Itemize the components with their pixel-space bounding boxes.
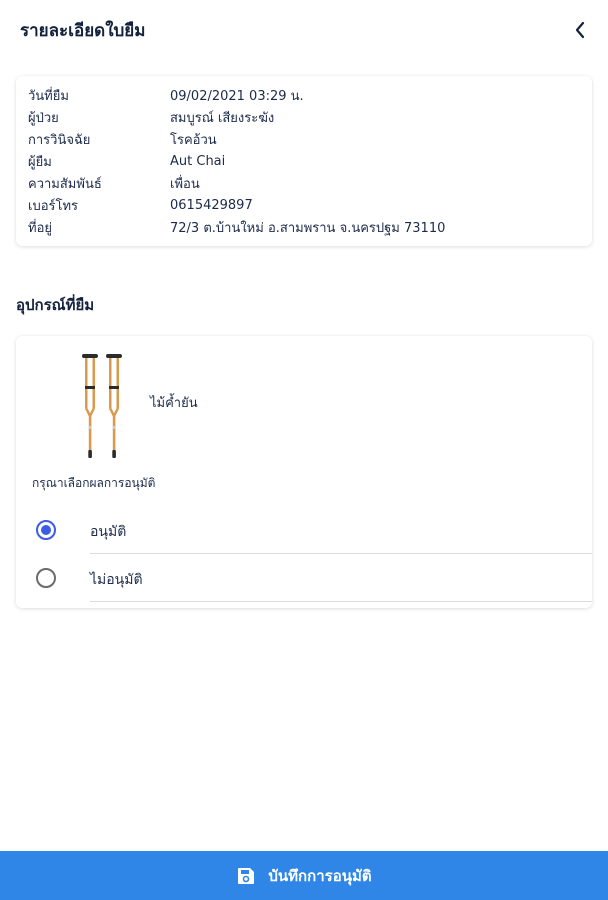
approve-radio[interactable] <box>36 520 56 540</box>
chevron-left-icon <box>574 21 586 39</box>
detail-row-relationship <box>28 172 580 194</box>
detail-row-diagnosis <box>28 128 580 150</box>
page-title: รายละเอียดใบยืม <box>20 21 146 41</box>
detail-label: การวินิจฉัย <box>28 132 91 148</box>
save-icon <box>236 866 256 886</box>
detail-label: ที่อยู่ <box>28 220 52 236</box>
app-header <box>0 0 608 60</box>
detail-value: Aut Chai <box>170 153 226 169</box>
reject-radio[interactable] <box>36 568 56 588</box>
divider <box>90 553 592 554</box>
detail-value: โรคอ้วน <box>170 132 217 148</box>
crutches-image <box>74 350 130 462</box>
save-button-label: บันทึกการอนุมัติ <box>268 866 372 885</box>
divider <box>90 601 592 602</box>
detail-value: 72/3 ต.บ้านใหม่ อ.สามพราน จ.นครปฐม 73110 <box>170 220 446 236</box>
detail-value: 09/02/2021 03:29 น. <box>170 88 304 104</box>
detail-value: 0615429897 <box>170 197 253 213</box>
reject-label: ไม่อนุมัติ <box>90 572 143 588</box>
equipment-card <box>16 336 592 608</box>
back-button[interactable] <box>568 16 592 44</box>
approve-label: อนุมัติ <box>90 524 127 540</box>
detail-label: วันที่ยืม <box>28 88 69 104</box>
detail-label: ผู้ป่วย <box>28 110 59 126</box>
equipment-section-title: อุปกรณ์ที่ยืม <box>16 296 95 314</box>
detail-row-date <box>28 84 580 106</box>
loan-details-card <box>16 76 592 246</box>
detail-value: สมบูรณ์ เสียงระฆัง <box>170 110 275 126</box>
reject-option[interactable] <box>16 556 592 602</box>
detail-label: ความสัมพันธ์ <box>28 176 102 192</box>
detail-value: เพื่อน <box>170 176 200 192</box>
detail-row-address <box>28 216 580 238</box>
detail-row-patient <box>28 106 580 128</box>
approval-prompt: กรุณาเลือกผลการอนุมัติ <box>32 476 156 490</box>
equipment-name: ไม้ค้ำยัน <box>150 396 198 411</box>
detail-row-phone <box>28 194 580 216</box>
detail-label: ผู้ยืม <box>28 154 52 170</box>
detail-row-borrower <box>28 150 580 172</box>
detail-label: เบอร์โทร <box>28 198 79 214</box>
approve-option[interactable] <box>16 508 592 554</box>
save-approval-button[interactable] <box>0 851 608 900</box>
